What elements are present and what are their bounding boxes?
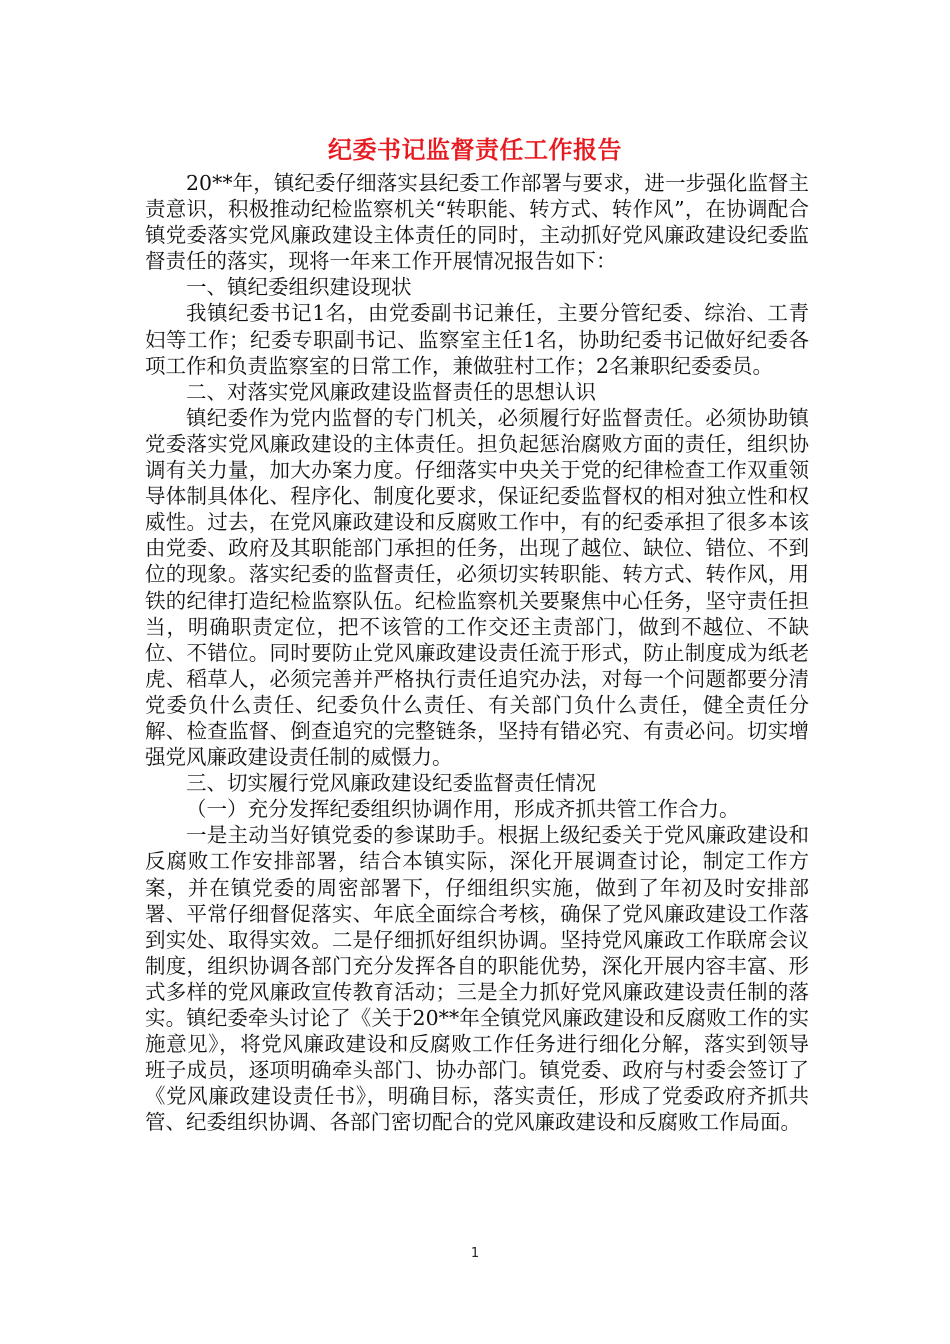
section-heading-2: 二、对落实党风廉政建设监督责任的思想认识 [186, 379, 596, 404]
subsection-heading-1: （一）充分发挥纪委组织协调作用，形成齐抓共管工作合力。 [186, 797, 740, 822]
document-title: 纪委书记监督责任工作报告 [328, 135, 622, 164]
paragraph-intro: 20**年，镇纪委仔细落实县纪委工作部署与要求，进一步强化监督主责意识，积极推动纪检监察机关“转职能、转方式、转作风”，在协调配合镇党委落实党风廉政建设主体责任的同时，主动抓好党风廉政建设纪委监督责任的落实，现将一年来工作开展情况报告如下： [145, 171, 809, 274]
paragraph-organization: 我镇纪委书记1名，由党委副书记兼任，主要分管纪委、综治、工青妇等工作；纪委专职副书记、监察室主任1名，协助纪委书记做好纪委各项工作和负责监察室的日常工作，兼做驻村工作；2名兼职纪委委员。 [145, 301, 809, 378]
section-heading-3: 三、切实履行党风廉政建设纪委监督责任情况 [186, 771, 596, 796]
section-heading-1: 一、镇纪委组织建设现状 [186, 275, 412, 300]
paragraph-understanding: 镇纪委作为党内监督的专门机关，必须履行好监督责任。必须协助镇党委落实党风廉政建设的主体责任。担负起惩治腐败方面的责任，组织协调有关力量，加大办案力度。仔细落实中央关于党的纪律检查工作双重领导体制具体化、程序化、制度化要求，保证纪委监督权的相对独立性和权威性。过去，在党风廉政建设和反腐败工作中，有的纪委承担了很多本该由党委、政府及其职能部门承担的任务，出现了越位、缺位、错位、不到位的现象。落实纪委的监督责任，必须切实转职能、转方式、转作风，用铁的纪律打造纪检监察队伍。纪检监察机关要聚焦中心任务，坚守责任担当，明确职责定位，把不该管的工作交还主责部门，做到不越位、不缺位、不错位。同时要防止党风廉政建设责任流于形式，防止制度成为纸老虎、稻草人，必须完善并严格执行责任追究办法，对每一个问题都要分清党委负什么责任、纪委负什么责任、有关部门负什么责任，健全责任分解、检查监督、倒查追究的完整链条，坚持有错必究、有责必问。切实增强党风廉政建设责任制的威慑力。 [145, 405, 809, 770]
page-number: 1 [470, 1246, 480, 1261]
paragraph-coordination: 一是主动当好镇党委的参谋助手。根据上级纪委关于党风廉政建设和反腐败工作安排部署，结合本镇实际，深化开展调查讨论，制定工作方案，并在镇党委的周密部署下，仔细组织实施，做到了年初及时安排部署、平常仔细督促落实、年底全面综合考核，确保了党风廉政建设工作落到实处、取得实效。二是仔细抓好组织协调。坚持党风廉政工作联席会议制度，组织协调各部门充分发挥各自的职能优势，深化开展内容丰富、形式多样的党风廉政宣传教育活动；三是全力抓好党风廉政建设责任制的落实。镇纪委牵头讨论了《关于20**年全镇党风廉政建设和反腐败工作的实施意见》，将党风廉政建设和反腐败工作任务进行细化分解，落实到领导班子成员，逐项明确牵头部门、协办部门。镇党委、政府与村委会签订了《党风廉政建设责任书》，明确目标，落实责任，形成了党委政府齐抓共管、纪委组织协调、各部门密切配合的党风廉政建设和反腐败工作局面。 [145, 823, 809, 1135]
document-body [145, 170, 809, 1135]
